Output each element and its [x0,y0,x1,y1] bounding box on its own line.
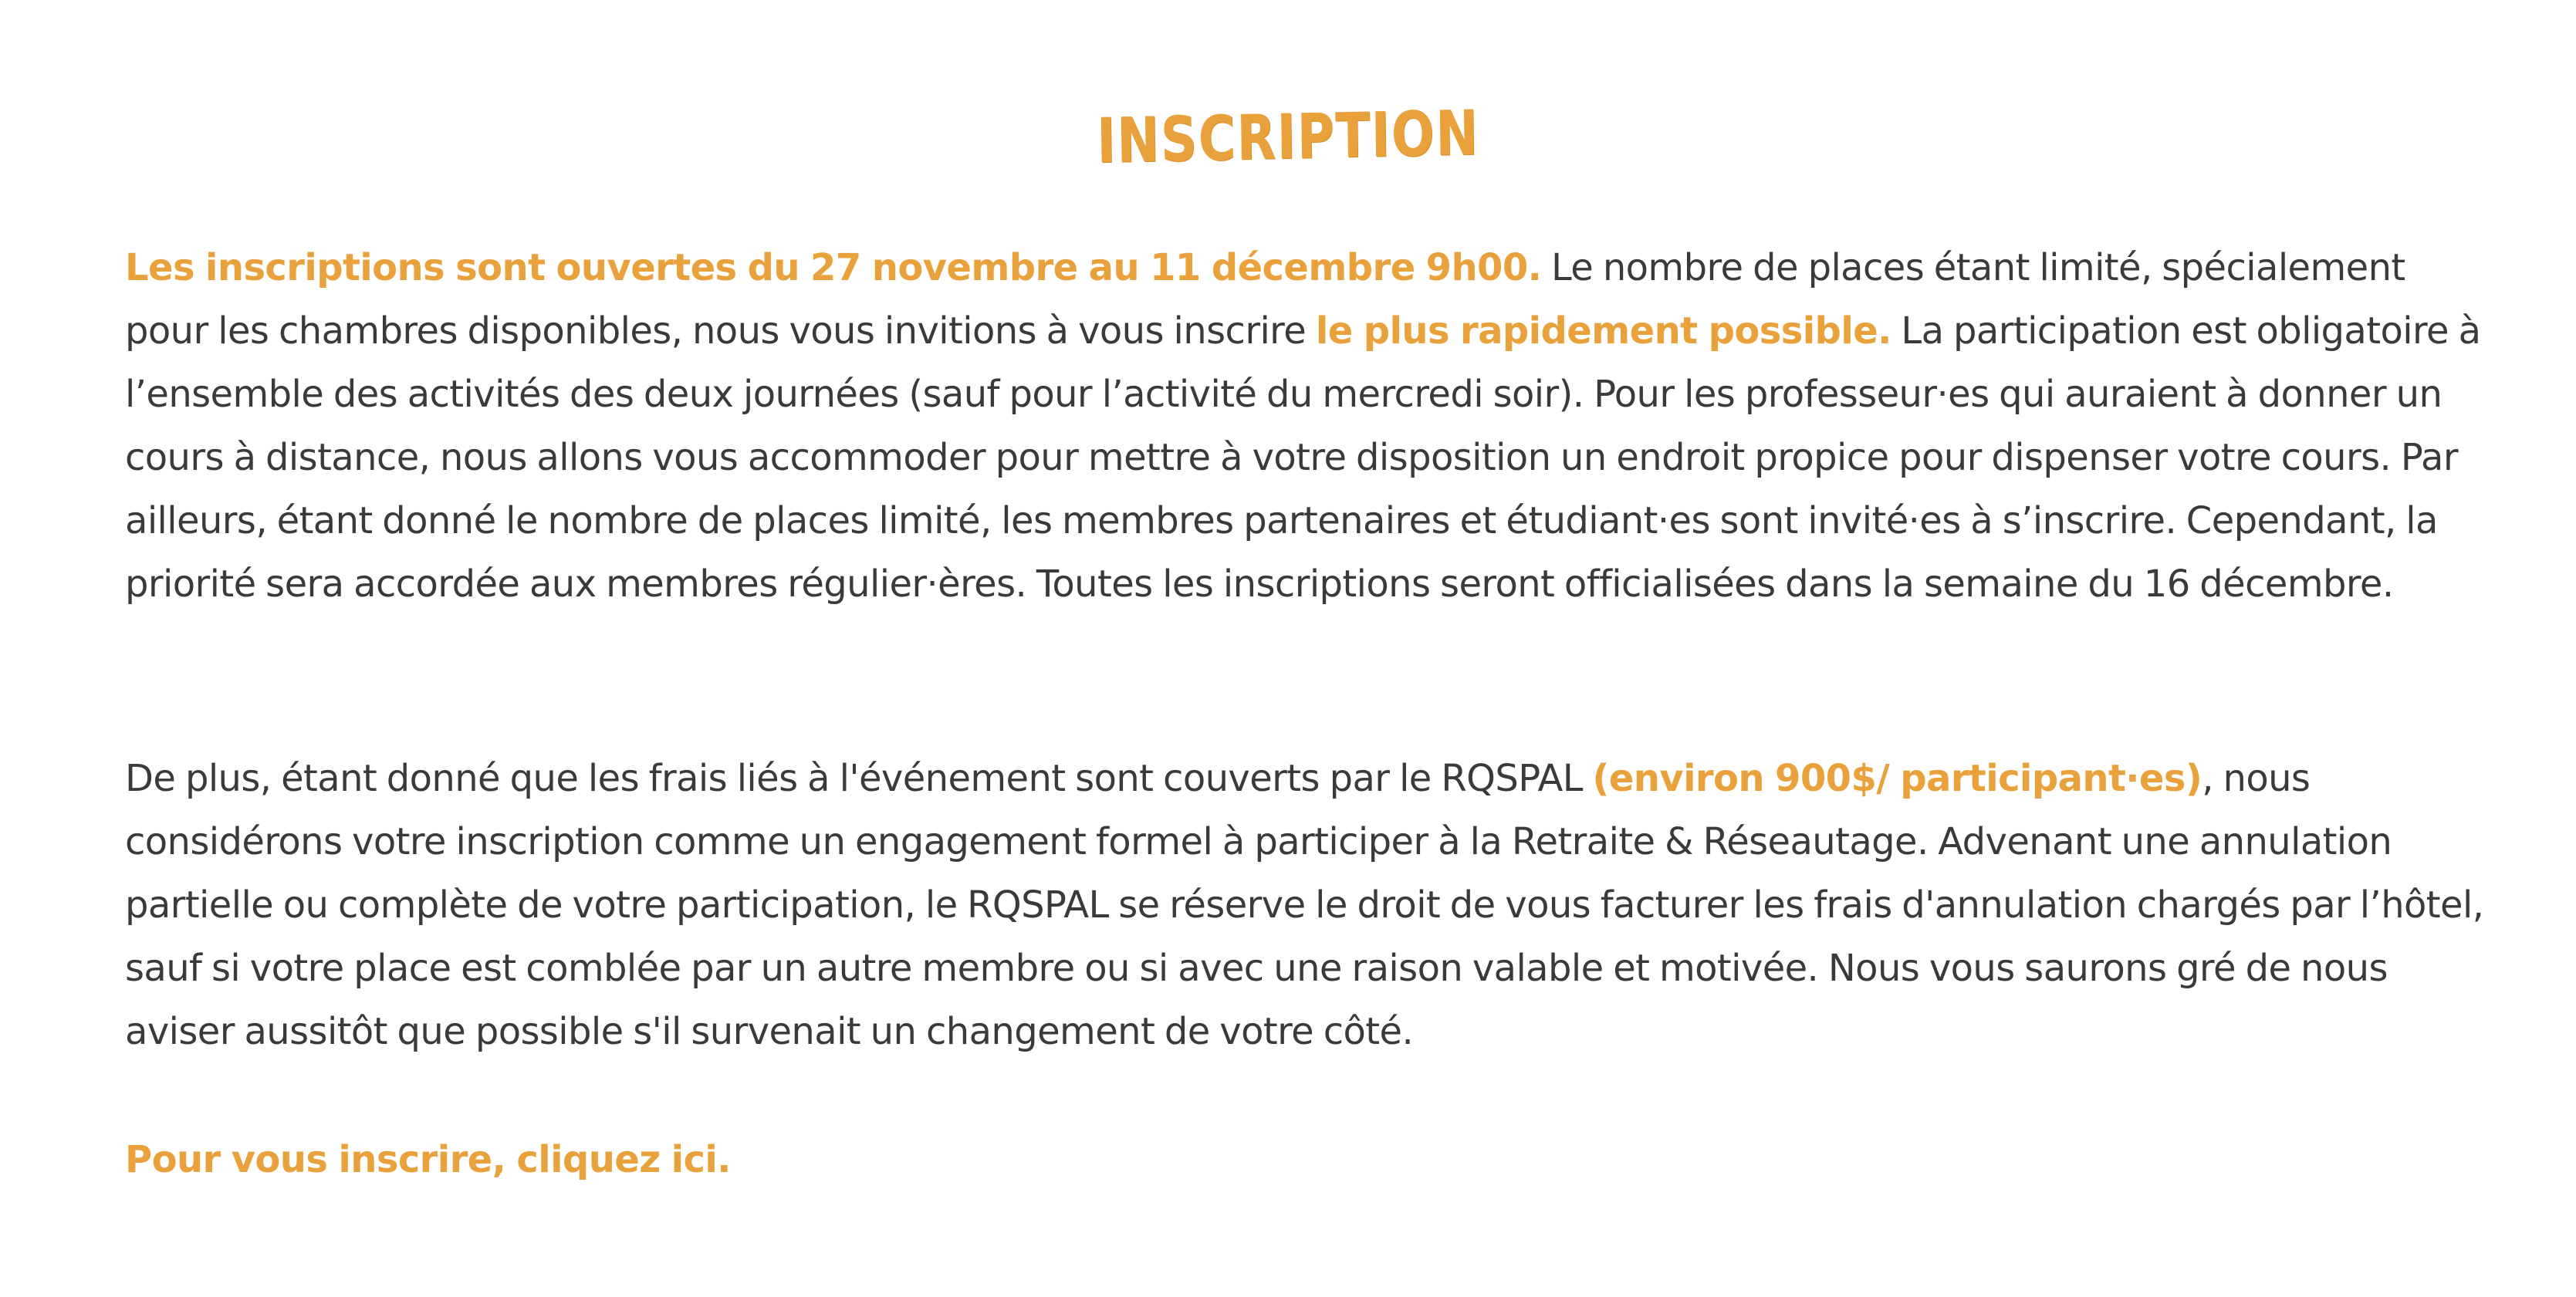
registration-dates-highlight: Les inscriptions sont ouvertes du 27 novembre au 11 décembre 9h00. [125,246,1542,289]
cost-highlight: (environ 900$/ participant·es) [1592,757,2202,800]
cta-paragraph [125,1128,2486,1191]
register-link[interactable]: Pour vous inscrire, cliquez ici. [125,1138,731,1181]
paragraph-text: , nous considérons votre inscription comme un engagement formel à participer à la Retraite & Réseautage. Advenant une annulation partielle ou complète de votre participation, le RQSPAL se réserve le droit de vous facturer les frais d'annulation chargés par l’hôtel, sauf si votre place est comblée par un autre membre ou si avec une raison valable et motivée. Nous vous saurons gré de nous aviser aussitôt que possible s'il survenait un changement de votre côté. [125,757,2484,1053]
paragraph-text: De plus, étant donné que les frais liés à l'événement sont couverts par le RQSPAL [125,757,1593,800]
cancellation-paragraph [125,747,2486,1063]
page-title: INSCRIPTION [1096,96,1480,177]
asap-highlight: le plus rapidement possible. [1315,309,1891,353]
registration-paragraph [125,236,2486,616]
paragraph-text: Le nombre de places étant limité, spécialement pour les chambres disponibles, nous vous invitions à vous inscrire [125,246,2405,353]
paragraph-text: La participation est obligatoire à l’ensemble des activités des deux journées (sauf pour l’activité du mercredi soir). Pour les professeur·es qui auraient à donner un cours à distance, nous allons vous accommoder pour mettre à votre disposition un endroit propice pour dispenser votre cours. Par ailleurs, étant donné le nombre de places limité, les membres partenaires et étudiant·es sont invité·es à s’inscrire. Cependant, la priorité sera accordée aux membres régulier·ères. Toutes les inscriptions seront officialisées dans la semaine du 16 décembre. [125,309,2481,606]
